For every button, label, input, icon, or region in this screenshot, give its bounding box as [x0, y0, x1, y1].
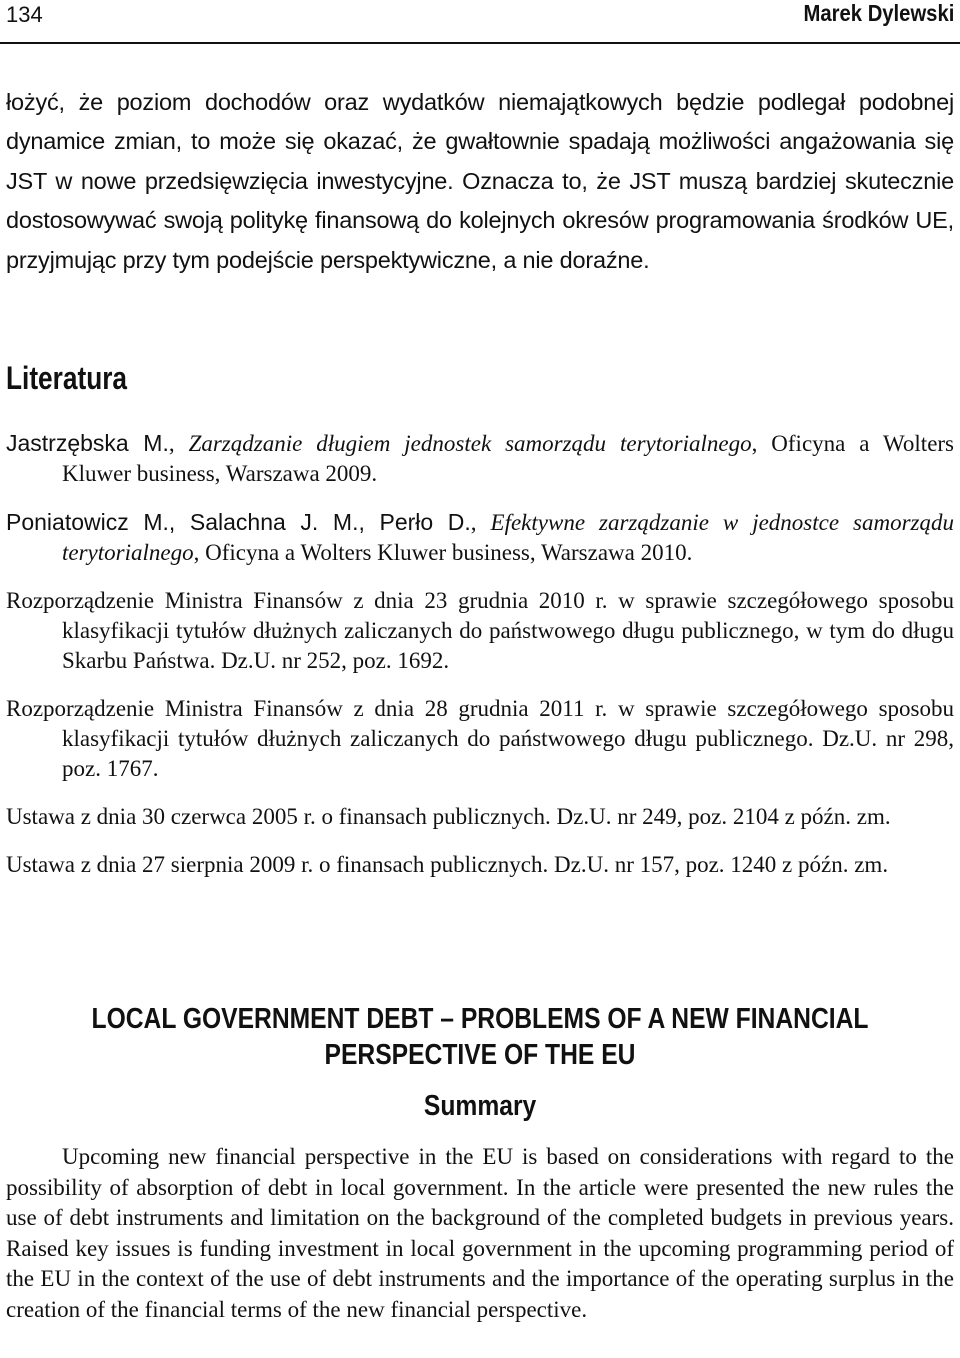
reference-item: Rozporządzenie Ministra Finansów z dnia 23 grudnia 2010 r. w sprawie szczegółowego sposobu klasyfikacji tytułów dłużnych zaliczanych do państwowego długu publicznego, w tym do długu Skarbu Państwa. Dz.U. nr 252, poz. 1692. [6, 588, 954, 673]
page-header [0, 0, 960, 46]
english-title-line-2: PERSPECTIVE OF THE EU [324, 1039, 636, 1071]
header-rule [0, 42, 960, 44]
body-paragraph: łożyć, że poziom dochodów oraz wydatków niemajątkowych będzie podlegał podobnej dynamice zmian, to może się okazać, że gwałtownie spadają możliwości angażowania się JST w nowe przedsięwzięcia inwestycyjne. Oznacza to, że JST muszą bardziej skutecznie dostosowywać swoją politykę finansową do kolejnych okresów programowania środków UE, przyjmując przy tym podejście perspektywiczne, a nie doraźne. [6, 89, 954, 273]
reference-title: Zarządzanie długiem jednostek samorządu terytorialnego [188, 431, 752, 456]
reference-author: Jastrzębska M. [6, 430, 169, 456]
reference-item: Rozporządzenie Ministra Finansów z dnia 28 grudnia 2011 r. w sprawie szczegółowego sposobu klasyfikacji tytułów dłużnych zaliczanych do państwowego długu publicznego. Dz.U. nr 298, poz. 1767. [6, 696, 954, 781]
summary-heading: Summary [423, 1090, 537, 1122]
reference-publisher: , Oficyna a Wolters Kluwer business, Warszawa 2009. [62, 431, 955, 486]
running-head-author: Marek Dylewski [803, 0, 954, 26]
reference-item: Ustawa z dnia 27 sierpnia 2009 r. o finansach publicznych. Dz.U. nr 157, poz. 1240 z późn. zm. [6, 852, 889, 877]
reference-author: Poniatowicz M., Salachna J. M., Perło D. [6, 509, 471, 535]
reference-title: Efektywne zarządzanie w jednostce samorządu terytorialnego [62, 510, 954, 565]
reference-item: Ustawa z dnia 30 czerwca 2005 r. o finansach publicznych. Dz.U. nr 249, poz. 2104 z późn. zm. [6, 804, 891, 829]
literature-heading: Literatura [6, 360, 128, 396]
reference-list [6, 428, 954, 898]
summary-paragraph: Upcoming new financial perspective in the EU is based on considerations with regard to the possibility of absorption of debt in local government. In the article were presented the new rules the use of debt instruments and limitation on the background of the completed budgets in previous years. Raised key issues is funding investment in local government in the upcoming programming period of the EU in the context of the use of debt instruments and the importance of the operating surplus in the creation of the financial terms of the new financial perspective. [6, 1144, 954, 1322]
reference-item: Jastrzębska M., Zarządzanie długiem jednostek samorządu terytorialnego, Oficyna a Wolters Kluwer business, Warszawa 2009. [6, 430, 955, 486]
english-title-line-1: LOCAL GOVERNMENT DEBT – PROBLEMS OF A NEW FINANCIAL [91, 1003, 869, 1035]
page-number: 134 [6, 2, 43, 27]
reference-item: Poniatowicz M., Salachna J. M., Perło D., Efektywne zarządzanie w jednostce samorządu terytorialnego, Oficyna a Wolters Kluwer business, Warszawa 2010. [6, 509, 954, 565]
english-title [0, 1001, 960, 1073]
reference-publisher: , Oficyna a Wolters Kluwer business, Warszawa 2010. [193, 540, 693, 565]
